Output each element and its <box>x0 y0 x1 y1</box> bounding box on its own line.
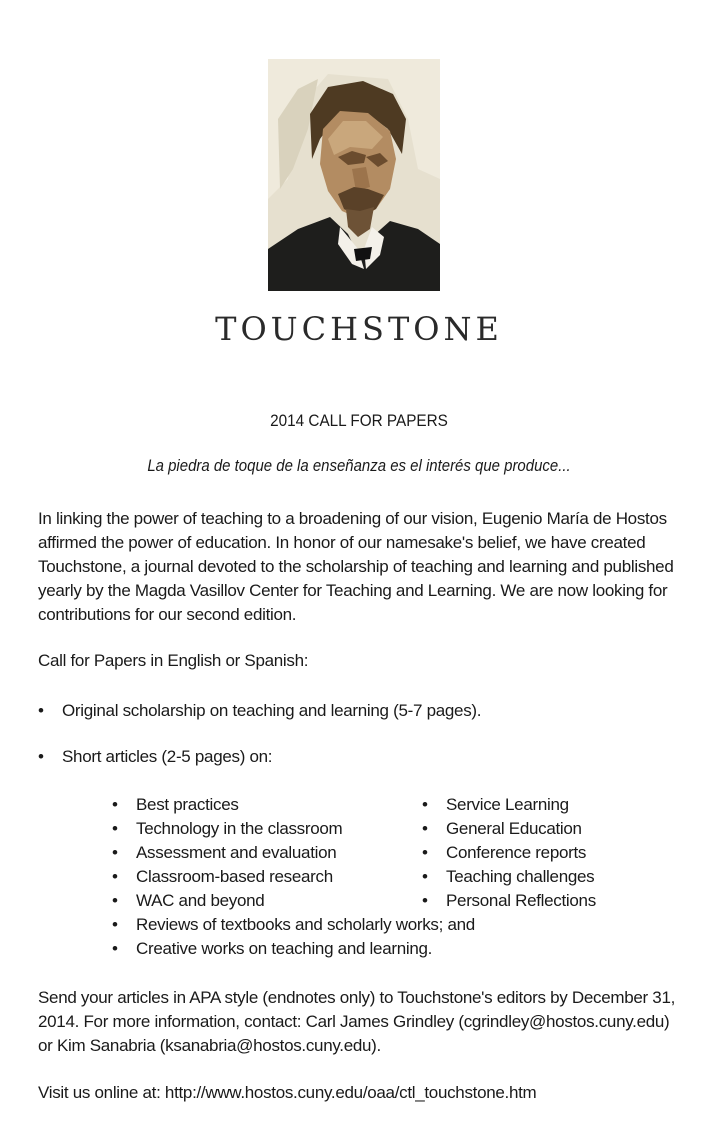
topic-item <box>112 889 264 913</box>
visit-website-text: Visit us online at: http://www.hostos.cuny.edu/oaa/ctl_touchstone.htm <box>38 1083 537 1102</box>
topic-item <box>422 841 586 865</box>
bullet-icon: • <box>112 843 118 862</box>
topic-item <box>422 817 582 841</box>
bullet-icon: • <box>422 891 428 910</box>
topic-item <box>112 817 342 841</box>
bullet-icon: • <box>422 843 428 862</box>
topic-text: Technology in the classroom <box>136 819 343 838</box>
topic-text: Personal Reflections <box>446 891 596 910</box>
topic-item <box>112 913 475 937</box>
list-item <box>38 701 481 721</box>
bullet-icon: • <box>38 747 44 766</box>
topic-text: Teaching challenges <box>446 867 595 886</box>
topic-item <box>112 937 432 961</box>
topic-text: Assessment and evaluation <box>136 843 337 862</box>
intro-paragraph: In linking the power of teaching to a broadening of our vision, Eugenio María de Hostos affirmed the power of education. In honor of our namesake's belief, we have created Touchstone, a journal devoted to the scholarship of teaching and learning and published yearly by the Magda Vasillov Center for Teaching and Learning. We are now looking for contributions for our second edition. <box>38 509 674 624</box>
topic-item <box>422 889 596 913</box>
topic-text: General Education <box>446 819 582 838</box>
topic-text: Best practices <box>136 795 239 814</box>
list-item-text: Original scholarship on teaching and learning (5-7 pages). <box>62 701 482 720</box>
topic-text: Classroom-based research <box>136 867 333 886</box>
bullet-icon: • <box>422 819 428 838</box>
touchstone-logo: TOUCHSTONE <box>215 310 503 348</box>
bullet-icon: • <box>422 795 428 814</box>
bullet-icon: • <box>112 891 118 910</box>
topic-item <box>112 865 333 889</box>
topic-item <box>422 865 594 889</box>
topic-text: Conference reports <box>446 843 587 862</box>
page-title: 2014 CALL FOR PAPERS <box>270 411 448 430</box>
bullet-icon: • <box>38 701 44 720</box>
list-item-text: Short articles (2-5 pages) on: <box>62 747 273 766</box>
submission-paragraph: Send your articles in APA style (endnotes only) to Touchstone's editors by December 31, 2014. For more information, contact: Carl James Grindley (cgrindley@hostos.cuny.edu) or Kim Sanabria (ksanabria@hostos.cuny.edu). <box>38 988 676 1055</box>
bullet-icon: • <box>112 819 118 838</box>
bullet-icon: • <box>112 867 118 886</box>
bullet-icon: • <box>112 795 118 814</box>
topic-item <box>112 793 239 817</box>
bullet-icon: • <box>422 867 428 886</box>
call-languages-text: Call for Papers in English or Spanish: <box>38 651 309 670</box>
list-item <box>38 747 272 767</box>
bullet-icon: • <box>112 939 118 958</box>
bullet-icon: • <box>112 915 118 934</box>
hostos-portrait-image <box>268 59 440 291</box>
topic-text: WAC and beyond <box>136 891 265 910</box>
topic-text: Service Learning <box>446 795 569 814</box>
topic-text: Creative works on teaching and learning. <box>136 939 433 958</box>
topic-item <box>422 793 569 817</box>
topic-text: Reviews of textbooks and scholarly works; and <box>136 915 475 934</box>
topic-item <box>112 841 336 865</box>
motto-quote: La piedra de toque de la enseñanza es el interés que produce... <box>147 456 571 475</box>
